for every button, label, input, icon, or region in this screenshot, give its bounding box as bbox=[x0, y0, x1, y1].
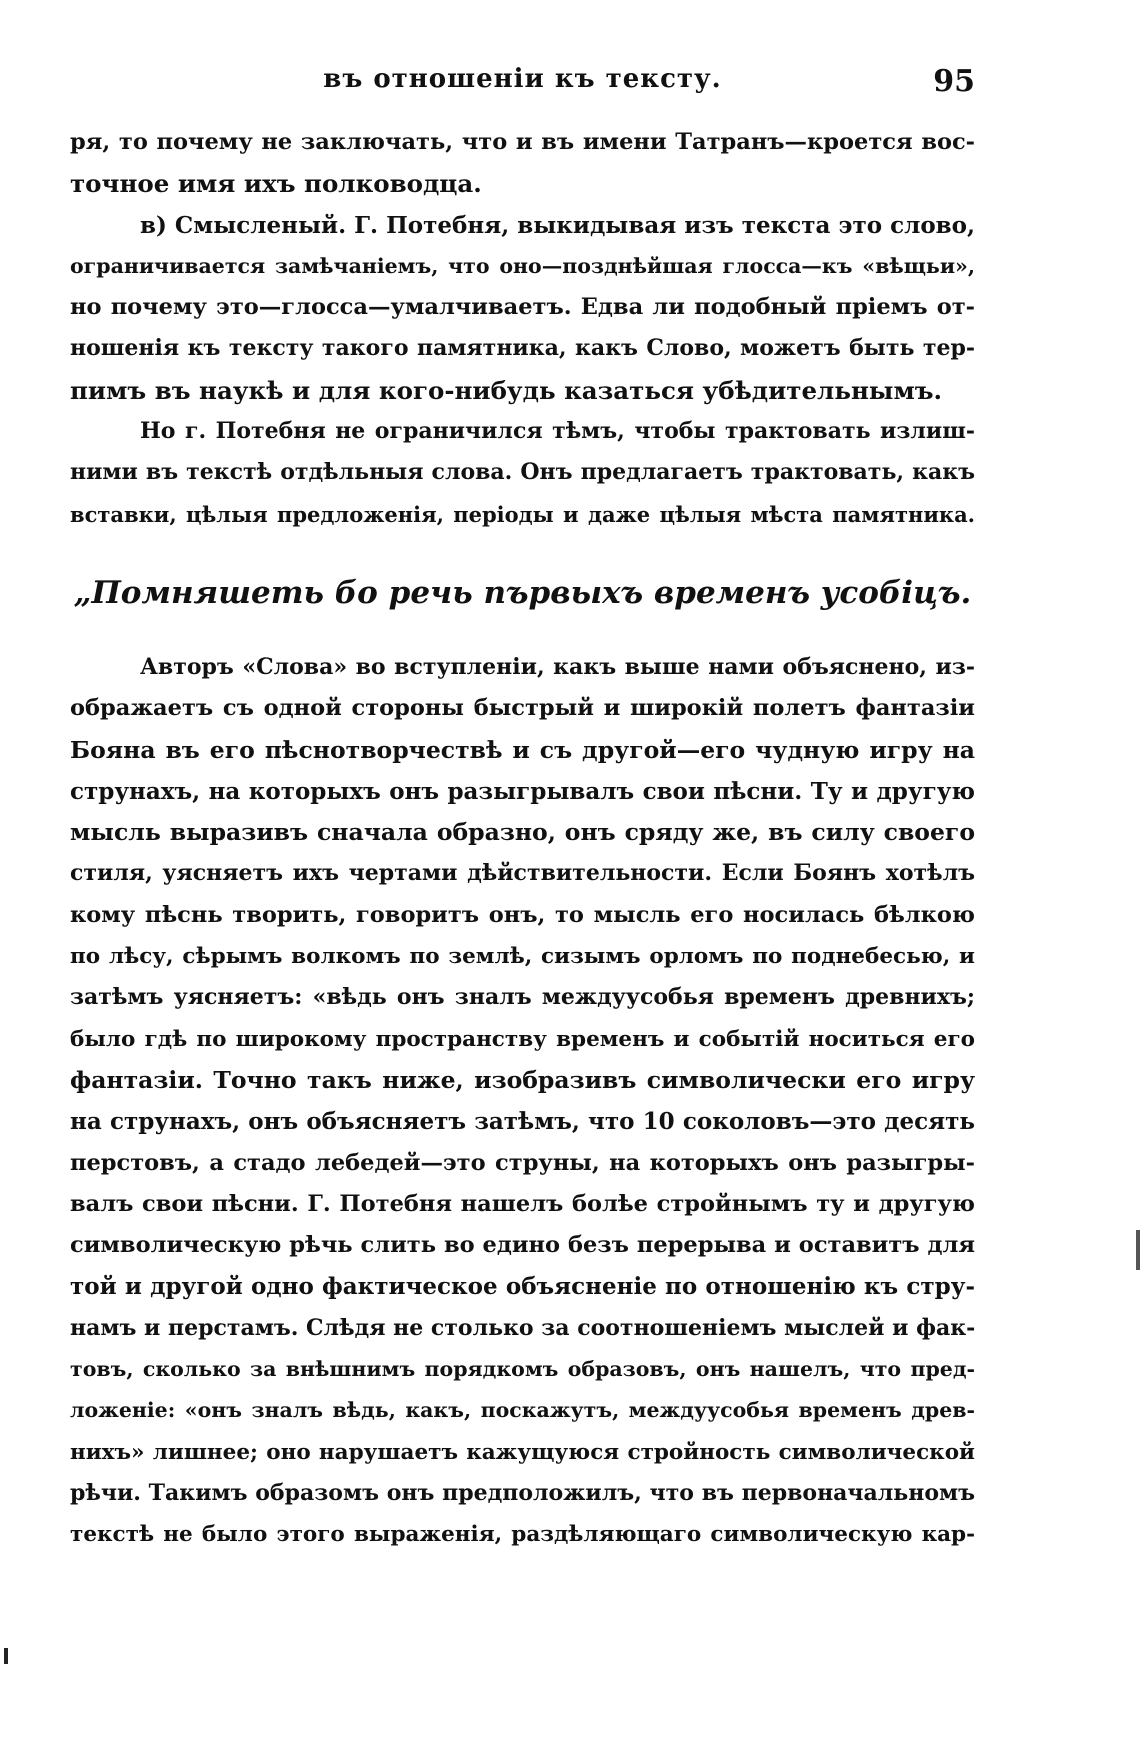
text-line: Авторъ «Слова» во вступленіи, какъ выше нами объяснено, из- bbox=[140, 653, 975, 680]
text-line: текстѣ не было этого выраженія, раздѣляющаго символическую кар- bbox=[70, 1522, 975, 1548]
scan-speck-mark bbox=[4, 1648, 8, 1664]
body-text bbox=[70, 122, 975, 1556]
section-heading: „Помняшеть бо речь първыхъ временъ усобіцъ. bbox=[73, 574, 972, 611]
scan-speck-mark bbox=[1136, 1230, 1140, 1270]
text-line: намъ и перстамъ. Слѣдя не столько за соотношеніемъ мыслей и фак- bbox=[70, 1314, 975, 1341]
text-line: стиля, уясняетъ ихъ чертами дѣйствительности. Если Боянъ хотѣлъ bbox=[70, 860, 975, 887]
text-line: пимъ въ наукѣ и для кого-нибудь казаться убѣдительнымъ. bbox=[70, 375, 943, 405]
text-line: по лѣсу, сѣрымъ волкомъ по землѣ, сизымъ орломъ по поднебесью, и bbox=[70, 944, 975, 970]
page-number: 95 bbox=[933, 64, 975, 99]
text-line: ношенія къ тексту такого памятника, какъ Слово, можетъ быть тер- bbox=[70, 335, 975, 362]
text-line: нихъ» лишнее; оно нарушаетъ кажущуюся стройность символической bbox=[70, 1439, 975, 1465]
text-line: кому пѣснь творить, говоритъ онъ, то мысль его носилась бѣлкою bbox=[70, 901, 975, 928]
text-line: было гдѣ по широкому пространству временъ и событій носиться его bbox=[70, 1026, 975, 1052]
text-line: струнахъ, на которыхъ онъ разыгрывалъ свои пѣсни. Ту и другую bbox=[70, 777, 975, 805]
text-line: ложеніе: «онъ зналъ вѣдь, какъ, поскажутъ, междуусобья временъ древ- bbox=[70, 1398, 975, 1423]
text-line: мысль выразивъ сначала образно, онъ сряду же, въ силу своего bbox=[70, 818, 975, 847]
text-line: ря, то почему не заключать, что и въ имени Татранъ—кроется вос- bbox=[70, 129, 975, 155]
running-head bbox=[70, 64, 975, 104]
text-line: товъ, сколько за внѣшнимъ порядкомъ образовъ, онъ нашелъ, что пред- bbox=[70, 1357, 975, 1382]
text-line: ограничивается замѣчаніемъ, что оно—позднѣйшая глосса—къ «вѣщьи», bbox=[70, 253, 975, 278]
text-line: в) Смысленый. Г. Потебня, выкидывая изъ текста это слово, bbox=[140, 211, 975, 239]
text-line: ображаетъ съ одной стороны быстрый и широкій полетъ фантазіи bbox=[70, 695, 975, 722]
running-title: въ отношеніи къ тексту. bbox=[323, 64, 722, 94]
text-line: вставки, цѣлыя предложенія, періоды и даже цѣлыя мѣста памятника. bbox=[70, 501, 975, 527]
text-line: рѣчи. Такимъ образомъ онъ предположилъ, что въ первоначальномъ bbox=[70, 1479, 975, 1506]
text-line: Бояна въ его пѣснотворчествѣ и съ другой—его чудную игру на bbox=[70, 735, 975, 764]
text-line: перстовъ, а стадо лебедей—это струны, на которыхъ онъ разыгры- bbox=[70, 1149, 975, 1176]
text-line: ними въ текстѣ отдѣльныя слова. Онъ предлагаетъ трактовать, какъ bbox=[70, 459, 975, 486]
text-line: затѣмъ уясняетъ: «вѣдь онъ зналъ междуусобья временъ древнихъ; bbox=[70, 984, 975, 1011]
main-paragraph bbox=[70, 647, 975, 1556]
paragraph-3 bbox=[70, 411, 975, 535]
paragraph-2 bbox=[70, 205, 975, 411]
text-line: фантазіи. Точно такъ ниже, изобразивъ символически его игру bbox=[70, 1065, 975, 1094]
text-line: валъ свои пѣсни. Г. Потебня нашелъ болѣе стройнымъ ту и другую bbox=[70, 1190, 975, 1217]
text-line: точное имя ихъ полководца. bbox=[70, 169, 482, 199]
text-line: той и другой одно фактическое объясненіе по отношенію къ стру- bbox=[70, 1273, 975, 1301]
text-line: Но г. Потебня не ограничился тѣмъ, чтобы трактовать излиш- bbox=[140, 418, 975, 445]
paragraph-1 bbox=[70, 122, 975, 205]
text-line: но почему это—глосса—умалчиваетъ. Едва ли подобный пріемъ от- bbox=[70, 294, 975, 321]
text-line: символическую рѣчь слить во едино безъ перерыва и оставитъ для bbox=[70, 1232, 975, 1259]
text-line: на струнахъ, онъ объясняетъ затѣмъ, что 10 соколовъ—это десять bbox=[70, 1108, 975, 1136]
